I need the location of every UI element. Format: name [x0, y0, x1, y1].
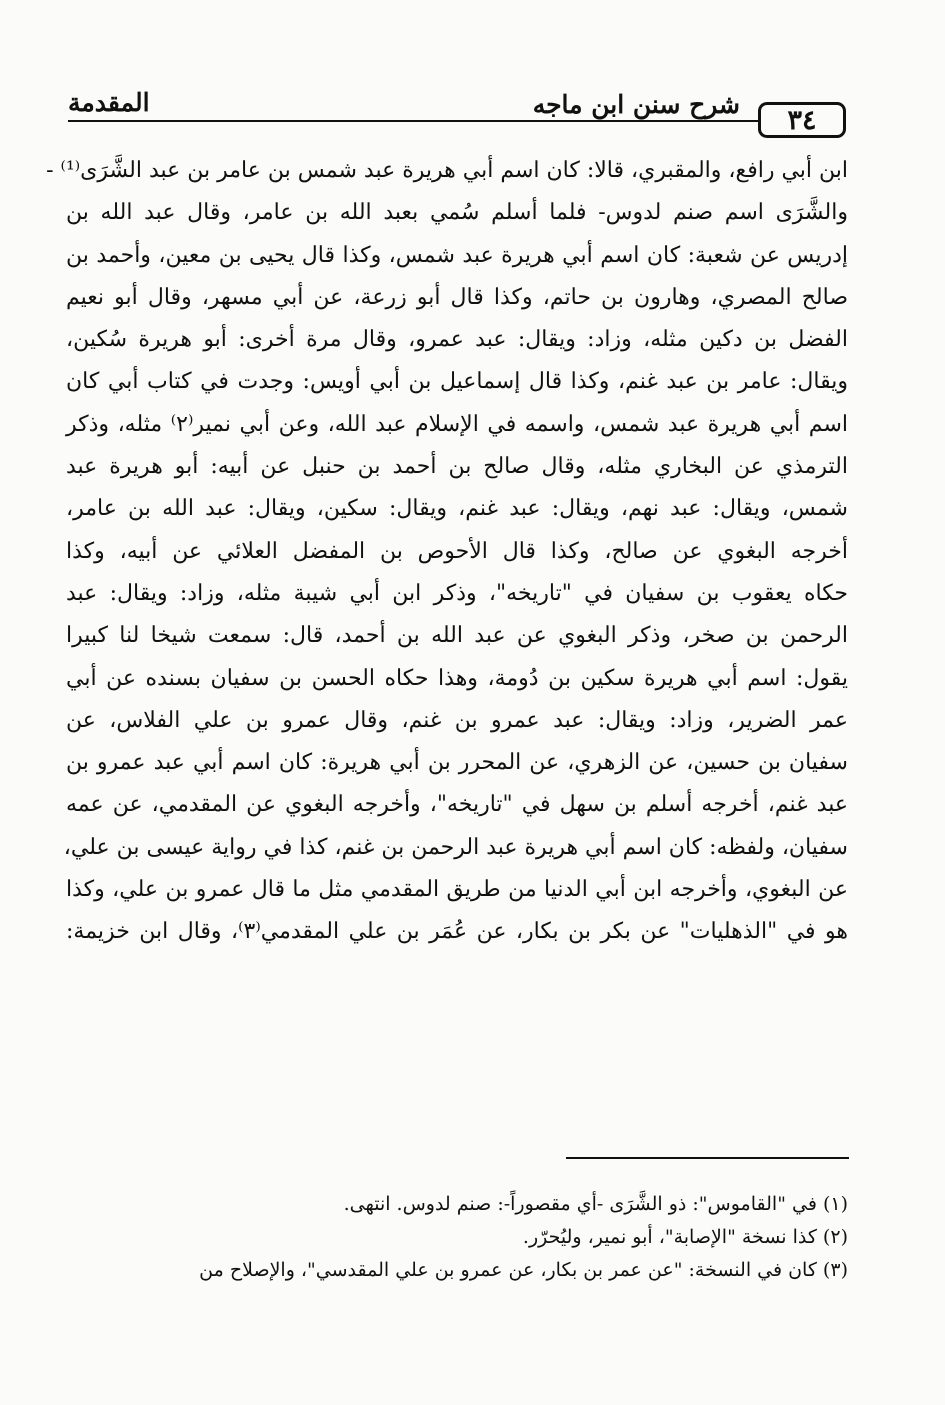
text-line: سفيان، ولفظه: كان اسم أبي هريرة عبد الرحمن بن غنم، كذا في رواية عيسى بن علي،: [63, 834, 848, 860]
text-line: هو في "الذهليات" عن بكر بن بكار، عن عُمَر بن علي المقدمي⁽٣⁾، وقال ابن خزيمة:: [66, 919, 848, 945]
text-line: عن البغوي، وأخرجه ابن أبي الدنيا من طريق المقدمي مثل ما قال عمرو بن علي، وكذا: [66, 877, 848, 903]
text-line: أخرجه البغوي عن صالح، وكذا قال الأحوص بن المفضل العلائي عن أبيه، وكذا: [66, 538, 848, 564]
text-line: ابن أبي رافع، والمقبري، قالا: كان اسم أبي هريرة عبد شمس بن عامر بن عبد الشَّرَى⁽¹⁾ -: [46, 158, 848, 183]
footnote-separator: [566, 1157, 849, 1159]
main-text: [46, 150, 848, 954]
text-line: حكاه يعقوب بن سفيان في "تاريخه"، وذكر ابن أبي شيبة مثله، وزاد: ويقال: عبد: [66, 580, 848, 606]
footnotes: [66, 1188, 848, 1287]
text-line: شمس، ويقال: عبد نهم، ويقال: عبد غنم، ويقال: سكين، ويقال: عبد الله بن عامر،: [66, 496, 848, 522]
text-line: الترمذي عن البخاري مثله، وقال صالح بن أحمد بن حنبل عن أبيه: أبو هريرة عبد: [66, 454, 848, 480]
book-title: شرح سنن ابن ماجه: [532, 90, 740, 119]
text-line: يقول: اسم أبي هريرة سكين بن دُومة، وهذا حكاه الحسن بن سفيان بسنده عن أبي: [66, 665, 848, 691]
text-line: الرحمن بن صخر، وذكر البغوي عن عبد الله بن أحمد، قال: سمعت شيخا لنا كبيرا: [66, 623, 848, 649]
text-line: ويقال: عامر بن عبد غنم، وكذا قال إسماعيل بن أبي أويس: وجدت في كتاب أبي كان: [66, 369, 848, 395]
footnote-2: (٢) كذا نسخة "الإصابة"، أبو نمير، وليُحرّر.: [522, 1226, 848, 1248]
text-line: عمر الضرير، وزاد: ويقال: عبد عمرو بن غنم، وقال عمرو بن علي الفلاس، عن: [66, 707, 848, 733]
page-number-box: [758, 102, 846, 138]
text-line: والشَّرَى اسم صنم لدوس- فلما أسلم سُمي بعبد الله بن عامر، وقال عبد الله بن: [66, 200, 848, 226]
text-line: عبد غنم، أخرجه أسلم بن سهل في "تاريخه"، وأخرجه البغوي عن المقدمي، عن عمه: [66, 792, 848, 818]
page-number: ٣٤: [787, 104, 817, 136]
section-title: المقدمة: [68, 88, 150, 117]
header-rule: [68, 120, 758, 122]
text-line: اسم أبي هريرة عبد شمس، واسمه في الإسلام عبد الله، وعن أبي نمير⁽٢⁾ مثله، وذكر: [66, 411, 848, 437]
text-line: إدريس عن شعبة: كان اسم أبي هريرة عبد شمس، وكذا قال يحيى بن معين، وأحمد بن: [66, 242, 848, 268]
footnote-3: (٣) كان في النسخة: "عن عمر بن بكار، عن عمرو بن علي المقدسي"، والإصلاح من: [199, 1259, 848, 1281]
text-line: سفيان بن حسين، عن الزهري، عن المحرر بن أبي هريرة: كان اسم أبي عبد عمرو بن: [66, 750, 848, 776]
page-header: [68, 82, 846, 136]
text-line: صالح المصري، وهارون بن حاتم، وكذا قال أبو زرعة، عن أبي مسهر، وقال أبو نعيم: [66, 284, 848, 310]
text-line: الفضل بن دكين مثله، وزاد: ويقال: عبد عمرو، وقال مرة أخرى: أبو هريرة سُكين،: [66, 327, 848, 353]
footnote-1: (١) في "القاموس": ذو الشَّرَى -أي مقصوراً-: صنم لدوس. انتهى.: [343, 1193, 848, 1215]
